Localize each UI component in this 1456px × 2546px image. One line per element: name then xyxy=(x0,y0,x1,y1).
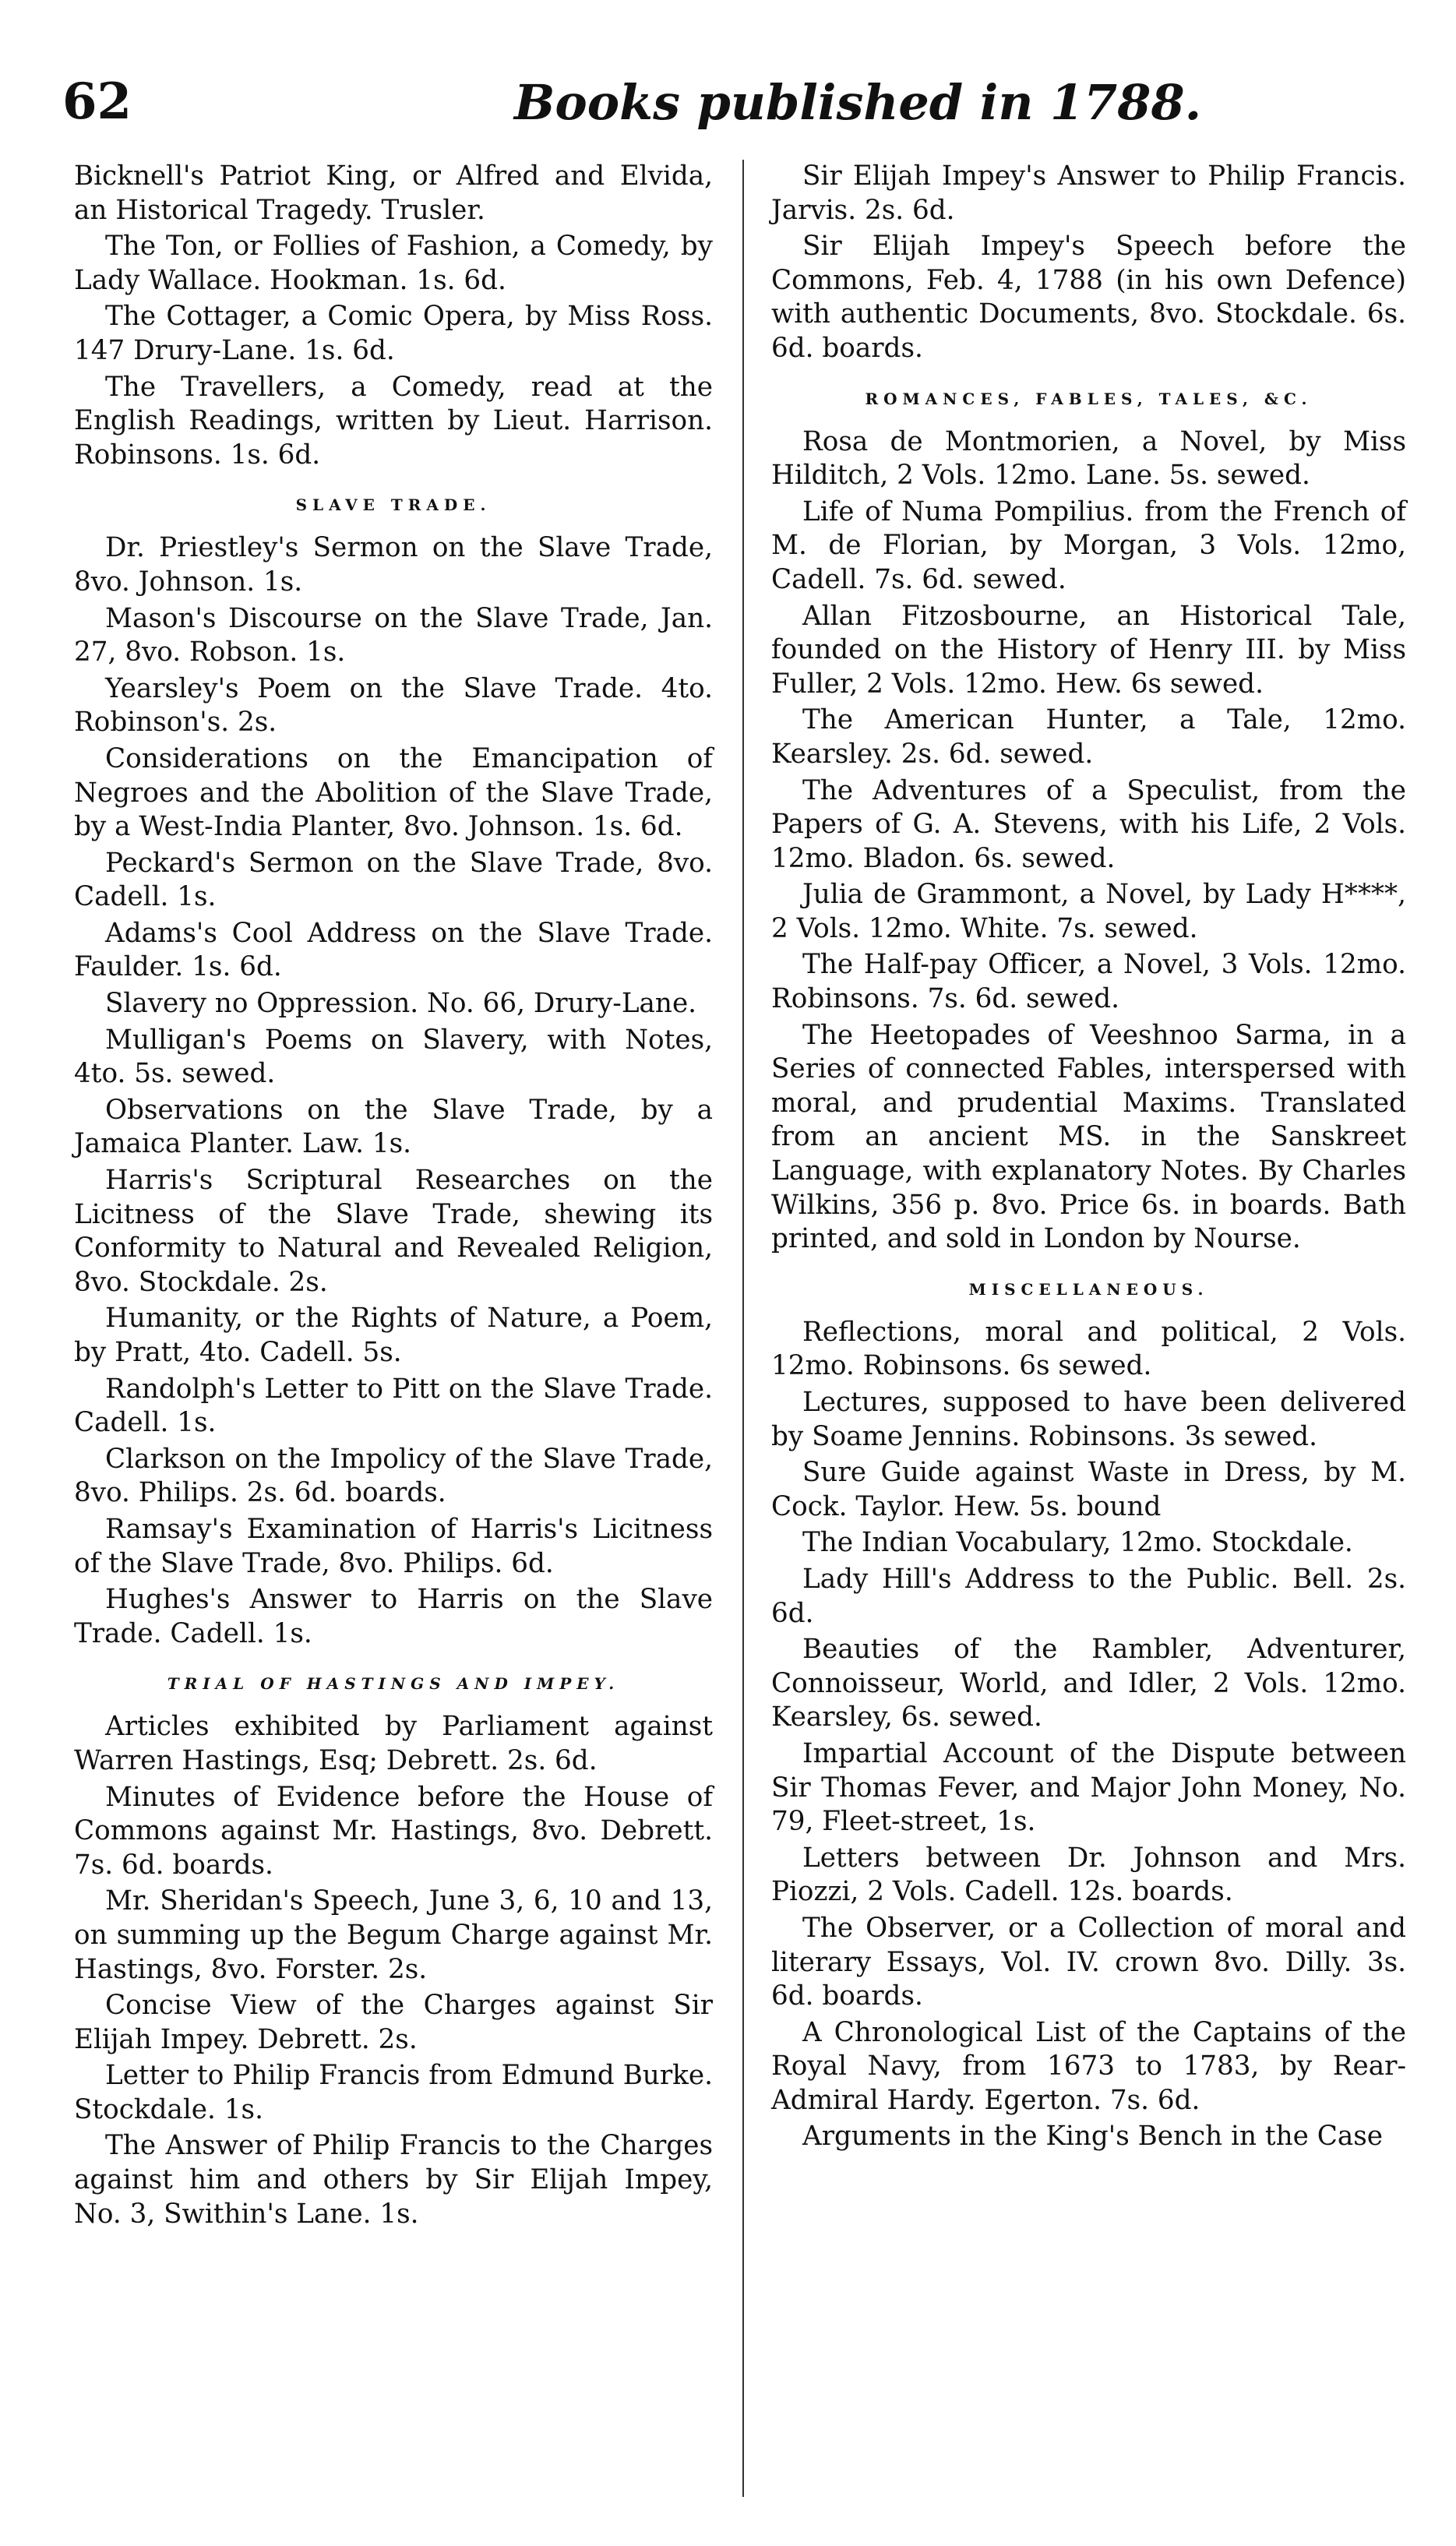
book-entry: Reflections, moral and political, 2 Vols. 12mo. Robinsons. 6s sewed. xyxy=(771,1316,1406,1382)
book-entry: Randolph's Letter to Pitt on the Slave Trade. Cadell. 1s. xyxy=(74,1373,713,1439)
running-title: Books published in 1788. xyxy=(514,74,1202,131)
book-entry: The Adventures of a Speculist, from the Papers of G. A. Stevens, with his Life, 2 Vols. 12mo. Bladon. 6s. sewed. xyxy=(771,774,1406,874)
book-entry: Julia de Grammont, a Novel, by Lady H****, 2 Vols. 12mo. White. 7s. sewed. xyxy=(771,879,1406,944)
book-entry: The Heetopades of Veeshnoo Sarma, in a Series of connected Fables, interspersed with moral, and prudential Maxims. Translated from an ancient MS. in the Sanskreet Language, with explanatory Notes. By Charles Wilkins, 356 p. 8vo. Price 6s. in boards. Bath printed, and sold in London by Nourse. xyxy=(771,1019,1406,1255)
book-entry: Bicknell's Patriot King, or Alfred and Elvida, an Historical Tragedy. Trusler. xyxy=(74,160,713,226)
book-entry: Clarkson on the Impolicy of the Slave Trade, 8vo. Philips. 2s. 6d. boards. xyxy=(74,1443,713,1509)
book-entry: Rosa de Montmorien, a Novel, by Miss Hilditch, 2 Vols. 12mo. Lane. 5s. sewed. xyxy=(771,425,1406,492)
book-entry: Lady Hill's Address to the Public. Bell. 2s. 6d. xyxy=(771,1563,1406,1629)
book-entry: The Indian Vocabulary, 12mo. Stockdale. xyxy=(802,1527,1353,1559)
book-entry: Sure Guide against Waste in Dress, by M. Cock. Taylor. Hew. 5s. bound xyxy=(771,1457,1406,1522)
book-entry: Sir Elijah Impey's Answer to Philip Francis. Jarvis. 2s. 6d. xyxy=(771,160,1406,226)
book-entry: Mulligan's Poems on Slavery, with Notes, 4to. 5s. sewed. xyxy=(74,1024,713,1090)
book-entry: Life of Numa Pompilius. from the French of M. de Florian, by Morgan, 3 Vols. 12mo, Cadell. 7s. 6d. sewed. xyxy=(771,495,1406,595)
book-entry: The Answer of Philip Francis to the Charges against him and others by Sir Elijah Impey, No. 3, Swithin's Lane. 1s. xyxy=(74,2130,713,2230)
book-entry: Peckard's Sermon on the Slave Trade, 8vo. Cadell. 1s. xyxy=(74,847,713,913)
book-entry: The Travellers, a Comedy, read at the English Readings, written by Lieut. Harrison. Robinsons. 1s. 6d. xyxy=(74,371,713,471)
book-entry: The Cottager, a Comic Opera, by Miss Ross. 147 Drury-Lane. 1s. 6d. xyxy=(74,301,713,366)
section-heading: TRIAL OF HASTINGS AND IMPEY. xyxy=(167,1674,620,1694)
book-entry: The Observer, or a Collection of moral and literary Essays, Vol. IV. crown 8vo. Dilly. 3s. 6d. boards. xyxy=(771,1912,1406,2012)
book-entry: Adams's Cool Address on the Slave Trade. Faulder. 1s. 6d. xyxy=(74,917,713,983)
book-entry: Minutes of Evidence before the House of Commons against Mr. Hastings, 8vo. Debrett. 7s. 6d. boards. xyxy=(74,1781,713,1881)
book-entry: Mr. Sheridan's Speech, June 3, 6, 10 and 13, on summing up the Begum Charge against Mr. Hastings, 8vo. Forster. 2s. xyxy=(74,1885,713,1985)
book-entry: Observations on the Slave Trade, by a Jamaica Planter. Law. 1s. xyxy=(74,1094,713,1160)
book-entry: Slavery no Oppression. No. 66, Drury-Lane. xyxy=(105,988,697,1020)
book-entry: Lectures, supposed to have been delivered by Soame Jennins. Robinsons. 3s sewed. xyxy=(771,1387,1406,1452)
book-entry: Ramsay's Examination of Harris's Licitness of the Slave Trade, 8vo. Philips. 6d. xyxy=(74,1513,713,1579)
book-entry: Harris's Scriptural Researches on the Licitness of the Slave Trade, shewing its Conformity to Natural and Revealed Religion, 8vo. Stockdale. 2s. xyxy=(74,1165,713,1298)
book-entry: The Ton, or Follies of Fashion, a Comedy, by Lady Wallace. Hookman. 1s. 6d. xyxy=(74,231,713,296)
left-column xyxy=(74,160,713,2234)
book-entry: Letters between Dr. Johnson and Mrs. Piozzi, 2 Vols. Cadell. 12s. boards. xyxy=(771,1842,1406,1908)
book-entry: Considerations on the Emancipation of Negroes and the Abolition of the Slave Trade, by a West-India Planter, 8vo. Johnson. 1s. 6d. xyxy=(74,742,713,843)
book-entry: Hughes's Answer to Harris on the Slave Trade. Cadell. 1s. xyxy=(74,1584,713,1649)
book-entry: The American Hunter, a Tale, 12mo. Kearsley. 2s. 6d. sewed. xyxy=(771,704,1406,770)
book-entry: Impartial Account of the Dispute between Sir Thomas Fever, and Major John Money, No. 79, Fleet-street, 1s. xyxy=(771,1737,1406,1838)
section-heading: ROMANCES, FABLES, TALES, &C. xyxy=(865,389,1313,408)
book-entry: Mason's Discourse on the Slave Trade, Jan. 27, 8vo. Robson. 1s. xyxy=(74,602,713,668)
section-heading: MISCELLANEOUS. xyxy=(968,1279,1209,1299)
book-entry: Humanity, or the Rights of Nature, a Poem, by Pratt, 4to. Cadell. 5s. xyxy=(74,1303,713,1368)
page-number: 62 xyxy=(62,72,132,131)
book-entry: Concise View of the Charges against Sir Elijah Impey. Debrett. 2s. xyxy=(74,1990,713,2055)
book-entry: Dr. Priestley's Sermon on the Slave Trade, 8vo. Johnson. 1s. xyxy=(74,532,713,598)
page-header xyxy=(55,66,1394,152)
column-divider xyxy=(742,160,744,2497)
book-entry: Allan Fitzosbourne, an Historical Tale, founded on the History of Henry III. by Miss Fuller, 2 Vols. 12mo. Hew. 6s sewed. xyxy=(771,600,1406,700)
book-entry: The Half-pay Officer, a Novel, 3 Vols. 12mo. Robinsons. 7s. 6d. sewed. xyxy=(771,949,1406,1015)
book-entry: Articles exhibited by Parliament against Warren Hastings, Esq; Debrett. 2s. 6d. xyxy=(74,1711,713,1776)
book-entry: Letter to Philip Francis from Edmund Burke. Stockdale. 1s. xyxy=(74,2060,713,2125)
book-entry: Arguments in the King's Bench in the Case xyxy=(802,2121,1384,2153)
book-entry: A Chronological List of the Captains of the Royal Navy, from 1673 to 1783, by Rear-Admiral Hardy. Egerton. 7s. 6d. xyxy=(771,2016,1406,2116)
book-entry: Sir Elijah Impey's Speech before the Commons, Feb. 4, 1788 (in his own Defence) with authentic Documents, 8vo. Stockdale. 6s. 6d. boards. xyxy=(771,231,1406,364)
right-column xyxy=(771,160,1406,2156)
book-entry: Beauties of the Rambler, Adventurer, Connoisseur, World, and Idler, 2 Vols. 12mo. Kearsley, 6s. sewed. xyxy=(771,1634,1406,1733)
book-entry: Yearsley's Poem on the Slave Trade. 4to. Robinson's. 2s. xyxy=(74,672,713,739)
section-heading: SLAVE TRADE. xyxy=(295,495,492,515)
